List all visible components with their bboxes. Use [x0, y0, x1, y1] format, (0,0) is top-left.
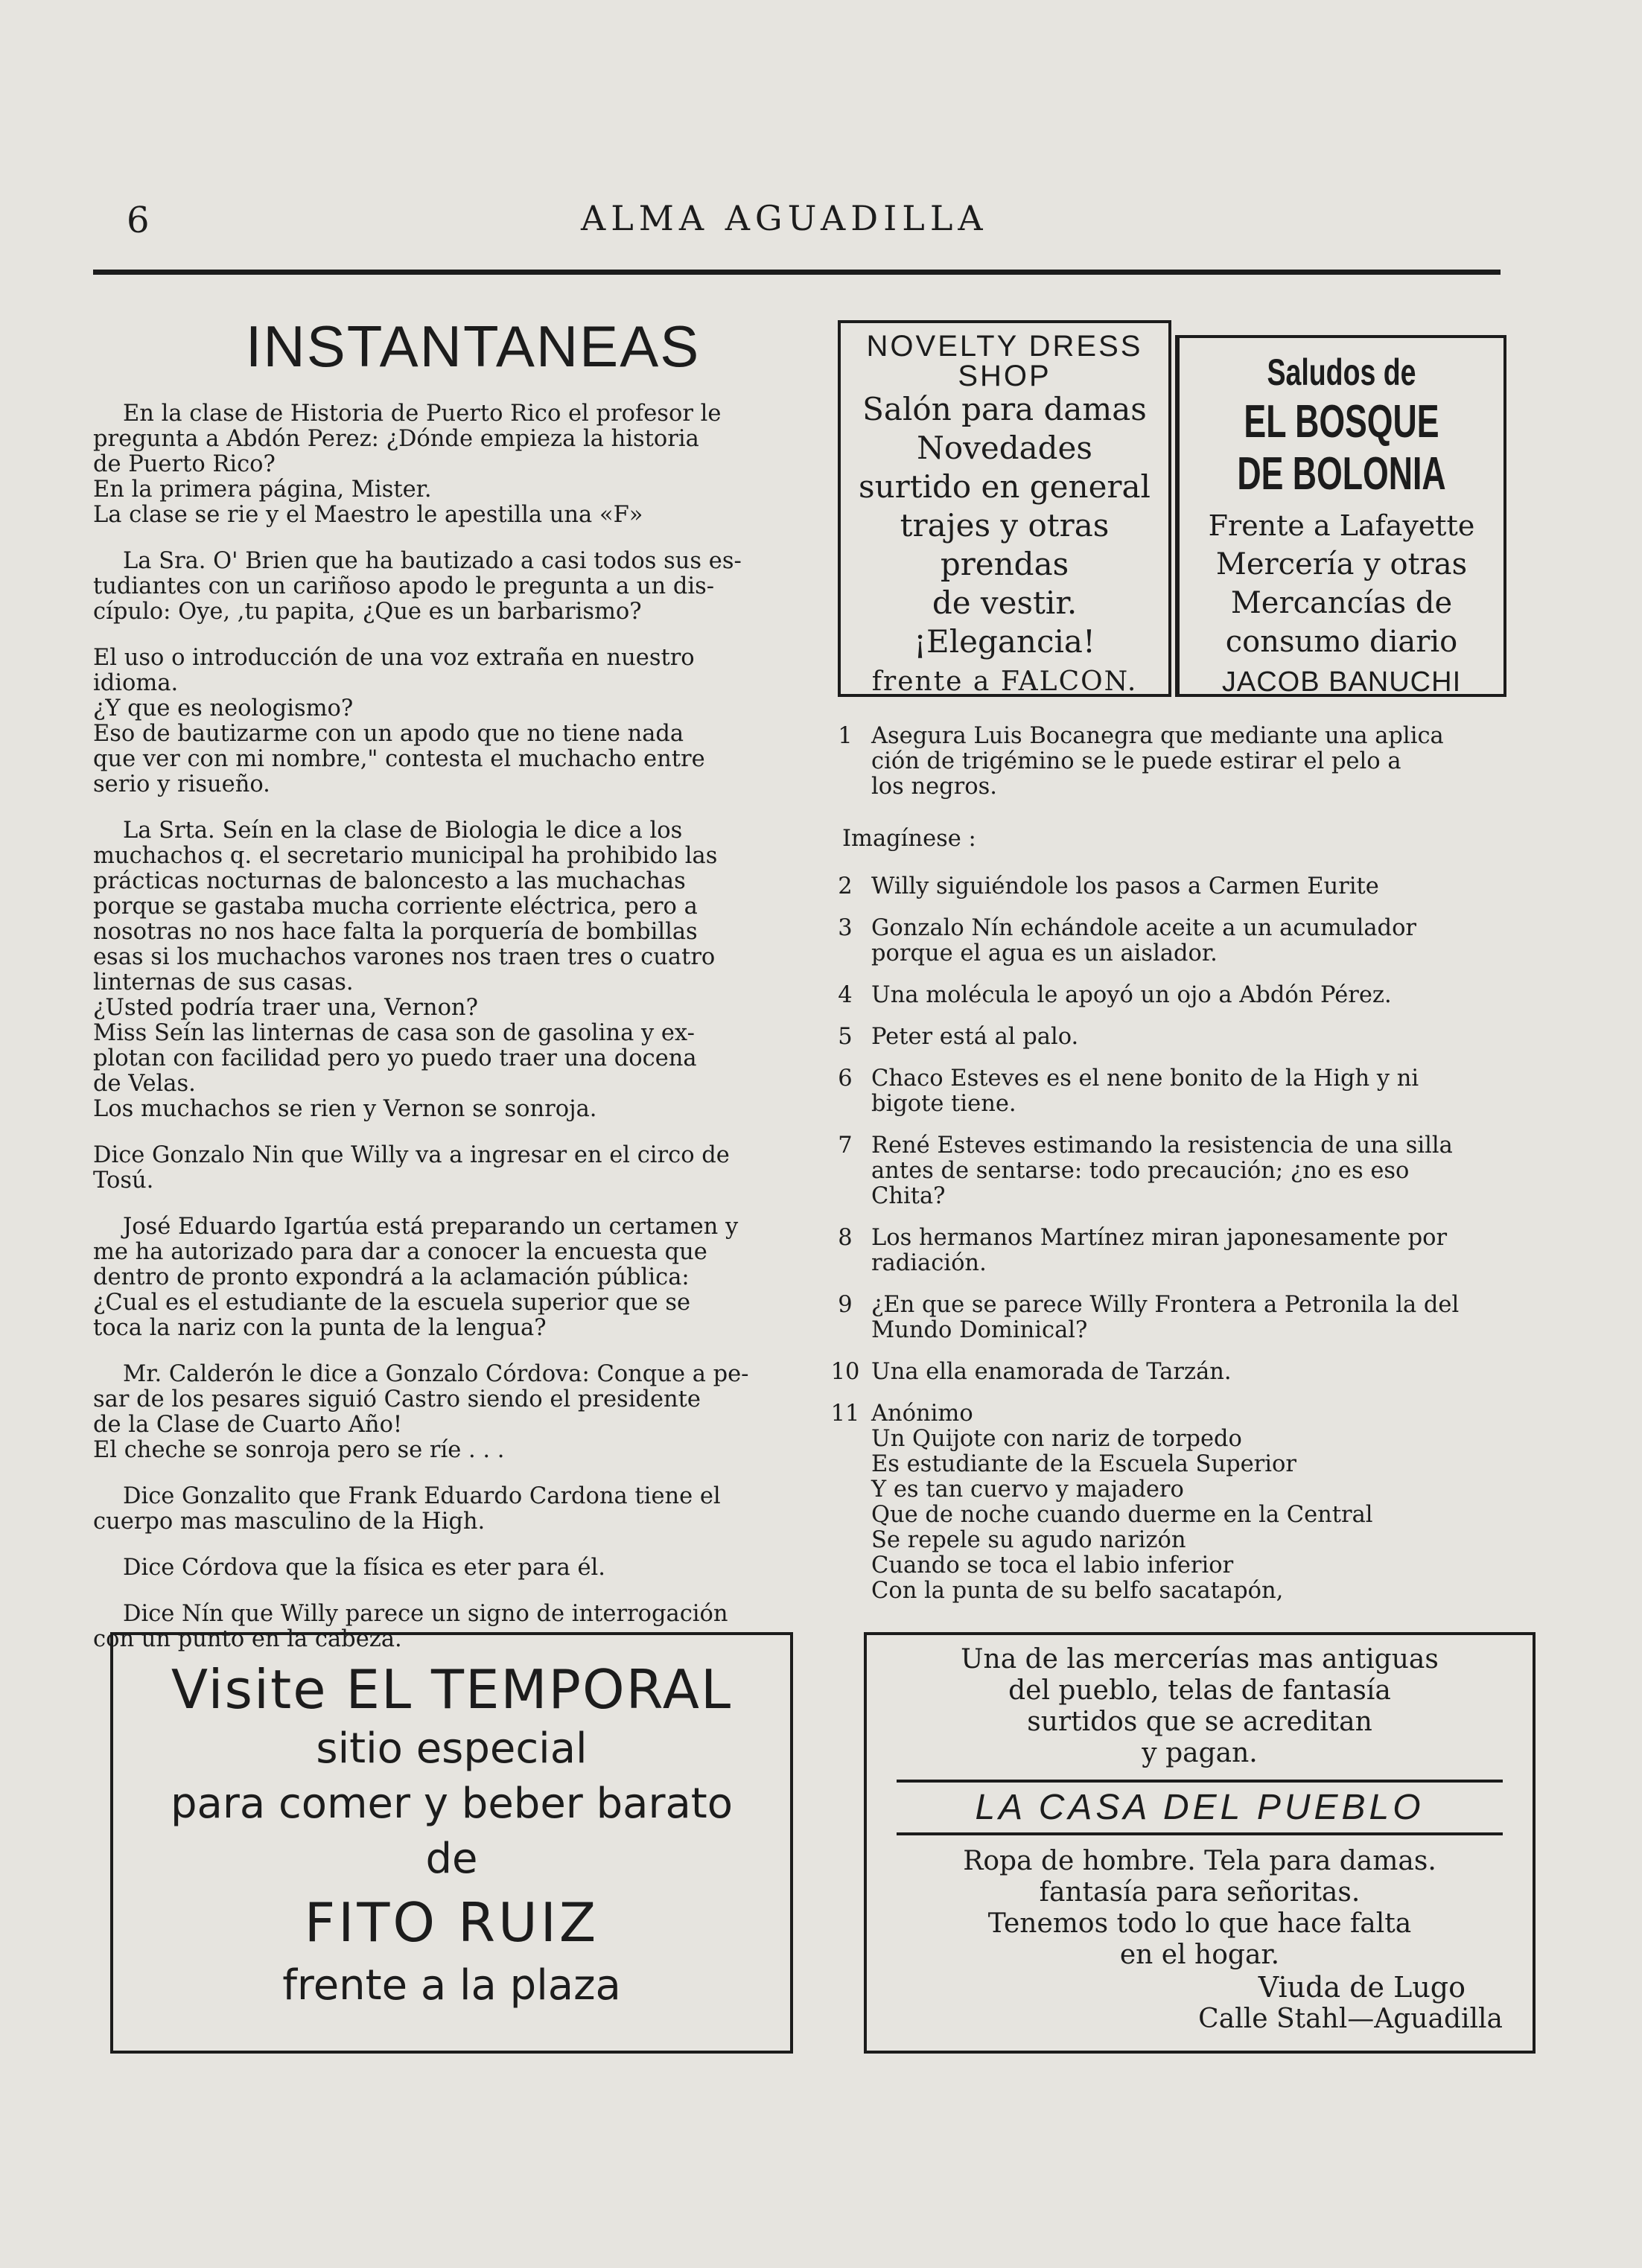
- paragraph-line: Eso de bautizarme con un apodo que no tiene nada: [93, 721, 684, 747]
- article-paragraph: [93, 401, 808, 528]
- ad-line: Salón para damas: [862, 391, 1147, 427]
- paragraph-line: porque se gastaba mucha corriente eléctrica, pero a: [93, 893, 698, 920]
- list-item: [830, 1226, 1538, 1276]
- running-title: ALMA AGUADILLA: [581, 198, 988, 238]
- item-line: Chita?: [871, 1183, 946, 1209]
- item-line: radiación.: [871, 1250, 987, 1276]
- paragraph-line: Dice Gonzalito que Frank Eduardo Cardona tiene el: [123, 1483, 721, 1509]
- article-title: INSTANTANEAS: [245, 313, 701, 379]
- ad-line: surtidos que se acreditan: [1027, 1707, 1372, 1737]
- list-item: [830, 724, 1538, 800]
- ad-line: de: [425, 1835, 478, 1883]
- paragraph-line: serio y risueño.: [93, 771, 270, 797]
- ad-line: Una de las mercerías mas antiguas: [961, 1644, 1439, 1675]
- paragraph-line: dentro de pronto expondrá a la aclamación pública:: [93, 1264, 690, 1290]
- shop-name: LA CASA DEL PUEBLO: [975, 1788, 1425, 1827]
- ad-line: de vestir.: [932, 584, 1078, 621]
- item-line: Es estudiante de la Escuela Superior: [871, 1451, 1296, 1477]
- paragraph-line: Miss Seín las linternas de casa son de gasolina y ex-: [93, 1020, 695, 1046]
- ad-line: surtido en general: [859, 468, 1151, 505]
- paragraph-line: El uso o introducción de una voz extraña en nuestro: [93, 645, 695, 671]
- header-rule: [93, 270, 1501, 275]
- list-item: [830, 983, 1538, 1008]
- item-number: 6: [838, 1065, 853, 1092]
- item-line: Con la punta de su belfo sacatapón,: [871, 1578, 1284, 1604]
- item-line: Cuando se toca el labio inferior: [871, 1552, 1234, 1579]
- list-item: [830, 1401, 1538, 1604]
- ad-line: ¡Elegancia!: [914, 623, 1095, 660]
- paragraph-line: linternas de sus casas.: [93, 969, 354, 996]
- paragraph-line: En la primera página, Mister.: [93, 477, 432, 503]
- snapshots-list: [830, 724, 1538, 1620]
- paragraph-line: Dice Córdova que la física es eter para él.: [123, 1555, 605, 1581]
- ad-line: del pueblo, telas de fantasía: [1008, 1675, 1391, 1706]
- item-number: 8: [838, 1225, 853, 1251]
- item-number: 9: [838, 1292, 853, 1318]
- ad-line: Novedades: [917, 430, 1092, 466]
- item-number: 2: [838, 873, 853, 899]
- ad-line: trajes y otras: [900, 507, 1110, 544]
- item-line: Que de noche cuando duerme en la Central: [871, 1502, 1373, 1528]
- item-line: los negros.: [871, 774, 997, 800]
- page-number: 6: [127, 200, 150, 241]
- ad-line: DE BOLONIA: [1237, 448, 1446, 500]
- article-column: [93, 313, 808, 1673]
- ad-address: Calle Stahl—Aguadilla: [1198, 2004, 1503, 2034]
- ad-line: Saludos de: [1267, 351, 1416, 393]
- item-line: René Esteves estimando la resistencia de una silla: [871, 1133, 1453, 1159]
- paragraph-line: esas si los muchachos varones nos traen tres o cuatro: [93, 944, 716, 970]
- item-line: Y es tan cuervo y majadero: [871, 1477, 1184, 1503]
- ad-line: en el hogar.: [1119, 1940, 1280, 1970]
- paragraph-line: El cheche se sonroja pero se ríe . . .: [93, 1437, 505, 1463]
- article-paragraph: [93, 1214, 808, 1341]
- article-paragraph: [93, 1362, 808, 1463]
- article-paragraph: [93, 1484, 808, 1535]
- item-line: Gonzalo Nín echándole aceite a un acumulador: [871, 915, 1417, 941]
- item-number: 4: [838, 982, 853, 1008]
- item-line: bigote tiene.: [871, 1091, 1016, 1117]
- paragraph-line: La clase se rie y el Maestro le apestilla una «F»: [93, 502, 643, 528]
- ad-line: prendas: [940, 546, 1069, 582]
- ad-line: SHOP: [958, 360, 1051, 392]
- ad-line: Ropa de hombre. Tela para damas.: [963, 1846, 1436, 1876]
- paragraph-line: de la Clase de Cuarto Año!: [93, 1412, 403, 1438]
- paragraph-line: tudiantes con un cariñoso apodo le pregunta a un dis-: [93, 573, 715, 599]
- paragraph-line: cuerpo mas masculino de la High.: [93, 1509, 486, 1535]
- ad-line: para comer y beber barato: [170, 1780, 734, 1828]
- paragraph-line: me ha autorizado para dar a conocer la encuesta que: [93, 1239, 707, 1265]
- list-item: [830, 1025, 1538, 1050]
- ad-line: y pagan.: [1142, 1738, 1258, 1768]
- ad-line: frente a FALCON.: [871, 666, 1138, 697]
- ad-line: consumo diario: [1225, 625, 1458, 659]
- article-paragraph: [93, 1555, 808, 1581]
- paragraph-line: plotan con facilidad pero yo puedo traer una docena: [93, 1045, 697, 1071]
- list-items: [830, 874, 1538, 1604]
- ad-line: EL BOSQUE: [1244, 396, 1439, 447]
- el-bosque-de-bolonia-ad: [1175, 335, 1506, 697]
- ad-line: sitio especial: [316, 1724, 588, 1773]
- paragraph-line: Los muchachos se rien y Vernon se sonroja.: [93, 1096, 597, 1122]
- article-paragraph: [93, 646, 808, 797]
- paragraph-line: ¿Cual es el estudiante de la escuela superior que se: [93, 1290, 691, 1316]
- article-paragraph: [93, 818, 808, 1122]
- paragraph-line: En la clase de Historia de Puerto Rico el profesor le: [123, 401, 722, 427]
- item-number: 10: [830, 1359, 860, 1385]
- paragraph-line: muchachos q. el secretario municipal ha prohibido las: [93, 843, 718, 869]
- paragraph-line: Tosú.: [93, 1168, 154, 1194]
- paragraph-line: Dice Nín que Willy parece un signo de interrogación: [123, 1601, 728, 1627]
- imagine-label: Imagínese :: [842, 826, 976, 852]
- ad-line: Mercancías de: [1230, 586, 1453, 620]
- item-line: Una ella enamorada de Tarzán.: [871, 1359, 1232, 1385]
- list-item: [830, 1360, 1538, 1385]
- item-line: Se repele su agudo narizón: [871, 1527, 1186, 1553]
- paragraph-line: sar de los pesares siguió Castro siendo el presidente: [93, 1386, 701, 1412]
- paragraph-line: cípulo: Oye, ,tu papita, ¿Que es un barbarismo?: [93, 599, 642, 625]
- ad-signature: Viuda de Lugo: [1258, 1971, 1466, 2004]
- el-temporal-ad: [110, 1632, 793, 2054]
- shop-name-banner: [897, 1780, 1503, 1835]
- list-item: [830, 874, 1538, 899]
- item-number: 7: [838, 1133, 853, 1159]
- ad-line: Mercería y otras: [1215, 547, 1468, 582]
- item-number: 5: [838, 1024, 853, 1050]
- item-line: Un Quijote con nariz de torpedo: [871, 1426, 1242, 1452]
- item-number: 3: [838, 915, 853, 941]
- paragraph-line: idioma.: [93, 670, 179, 696]
- list-item: [830, 1133, 1538, 1209]
- list-item: [830, 916, 1538, 966]
- item-line: porque el agua es un aislador.: [871, 940, 1218, 966]
- item-number: 1: [838, 723, 853, 749]
- novelty-dress-shop-ad: [838, 320, 1171, 697]
- paragraph-line: Dice Gonzalo Nin que Willy va a ingresar en el circo de: [93, 1142, 730, 1168]
- item-line: Los hermanos Martínez miran japonesamente por: [871, 1225, 1448, 1251]
- paragraph-line: de Velas.: [93, 1071, 196, 1097]
- paragraph-line: de Puerto Rico?: [93, 451, 276, 477]
- ad-line: FITO RUIZ: [304, 1891, 599, 1954]
- paragraph-line: José Eduardo Igartúa está preparando un certamen y: [123, 1214, 739, 1240]
- paragraph-line: ¿Usted podría traer una, Vernon?: [93, 995, 478, 1021]
- ad-line: Visite EL TEMPORAL: [171, 1658, 733, 1721]
- item-line: ción de trigémino se le puede estirar el pelo a: [871, 748, 1401, 774]
- item-line: Anónimo: [871, 1401, 973, 1427]
- item-line: Peter está al palo.: [871, 1024, 1079, 1050]
- paragraph-line: Mr. Calderón le dice a Gonzalo Córdova: Conque a pe-: [123, 1361, 749, 1387]
- item-line: antes de sentarse: todo precaución; ¿no es eso: [871, 1158, 1410, 1184]
- ad-line: NOVELTY DRESS: [866, 330, 1143, 363]
- ad-line: Frente a Lafayette: [1208, 509, 1475, 542]
- list-item: [830, 1293, 1538, 1343]
- paragraph-line: prácticas nocturnas de baloncesto a las muchachas: [93, 868, 686, 894]
- item-line: ¿En que se parece Willy Frontera a Petronila la del: [871, 1292, 1460, 1318]
- paragraph-line: La Srta. Seín en la clase de Biologia le dice a los: [123, 818, 683, 844]
- paragraph-line: ¿Y que es neologismo?: [93, 695, 354, 722]
- item-line: Willy siguiéndole los pasos a Carmen Eurite: [871, 873, 1379, 899]
- ad-line: frente a la plaza: [282, 1961, 621, 2010]
- item-line: Asegura Luis Bocanegra que mediante una aplica: [871, 723, 1444, 749]
- paragraph-line: toca la nariz con la punta de la lengua?: [93, 1315, 547, 1341]
- paragraph-line: nosotras no nos hace falta la porquería de bombillas: [93, 919, 698, 945]
- ad-line: JACOB BANUCHI: [1221, 666, 1462, 698]
- paragraph-line: La Sra. O' Brien que ha bautizado a casi todos sus es-: [123, 548, 742, 574]
- item-line: Mundo Dominical?: [871, 1317, 1088, 1343]
- paragraph-line: que ver con mi nombre," contesta el muchacho entre: [93, 746, 705, 772]
- la-casa-del-pueblo-ad: [864, 1632, 1536, 2054]
- article-paragraph: [93, 1143, 808, 1194]
- item-line: Chaco Esteves es el nene bonito de la High y ni: [871, 1065, 1419, 1092]
- item-number: 11: [830, 1401, 860, 1427]
- paragraph-line: pregunta a Abdón Perez: ¿Dónde empieza la historia: [93, 426, 699, 452]
- paragraph-line: con un punto en la cabeza.: [93, 1626, 402, 1652]
- article-paragraph: [93, 549, 808, 625]
- ad-line: fantasía para señoritas.: [1039, 1877, 1361, 1908]
- ad-line: Tenemos todo lo que hace falta: [987, 1908, 1412, 1939]
- item-line: Una molécula le apoyó un ojo a Abdón Pérez.: [871, 982, 1392, 1008]
- article-body: [93, 401, 808, 1652]
- list-item: [830, 1066, 1538, 1117]
